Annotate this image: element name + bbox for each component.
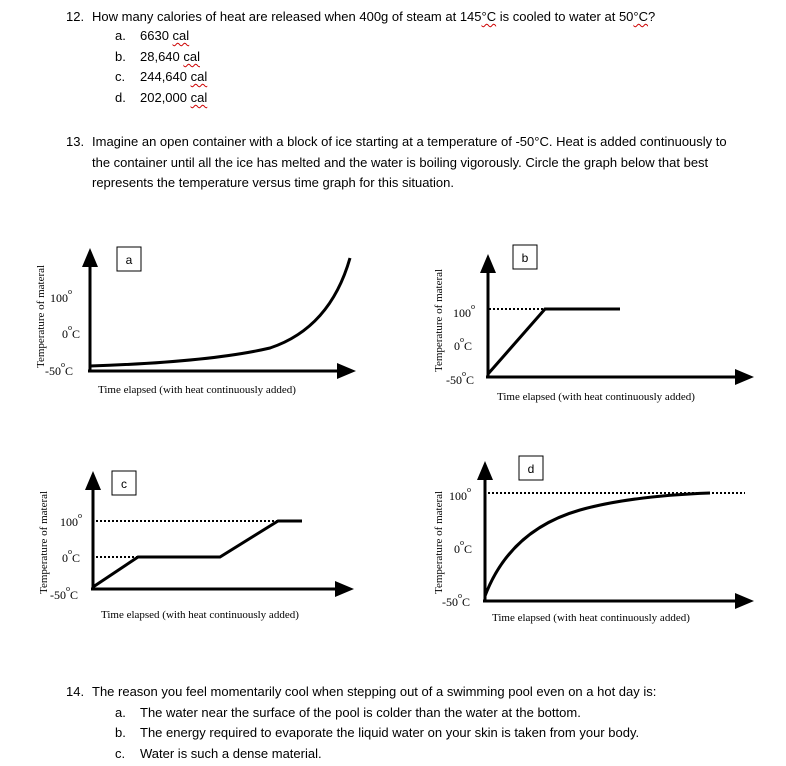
graph-label: b	[521, 251, 529, 265]
tick-0: 0$^o$C	[62, 547, 81, 565]
question-number: 13.	[66, 134, 85, 149]
x-axis-arrow	[337, 363, 356, 379]
graph-label: d	[527, 462, 535, 476]
tick-100: 100$^o$	[453, 302, 475, 320]
y-axis-label: Temperature of materal	[35, 264, 47, 368]
tick-0: 0$^o$C	[454, 335, 473, 353]
curve	[90, 258, 350, 366]
x-axis-label: Time elapsed (with heat continuously added)	[101, 609, 299, 621]
x-axis-arrow	[335, 581, 354, 597]
tick-0: 0$^o$C	[62, 323, 81, 341]
graph-label: a	[125, 253, 133, 267]
y-axis-label: Temperature of materal	[433, 490, 445, 594]
x-axis-label: Time elapsed (with heat continuously added)	[98, 384, 296, 396]
y-axis-arrow	[85, 471, 101, 490]
tick-100: 100$^o$	[60, 511, 82, 529]
question-13-line: Imagine an open container with a block of ice starting at a temperature of -50°C. Heat is added continuously to	[92, 134, 727, 149]
question-13-line: represents the temperature versus time graph for this situation.	[92, 175, 455, 190]
x-axis-label: Time elapsed (with heat continuously added)	[492, 612, 690, 624]
question-13-line: the container until all the ice has melted and the water is boiling vigorously. Circle the graph below that best	[92, 154, 709, 170]
graph-label: c	[121, 477, 127, 491]
tick-0: 0$^o$C	[454, 538, 473, 556]
y-axis-label: Temperature of materal	[433, 268, 445, 372]
tick-neg50: -50$^o$C	[50, 584, 79, 602]
graph-a[interactable]	[35, 247, 356, 396]
curve	[485, 493, 710, 596]
curve	[93, 521, 302, 587]
question-number: 12.	[66, 9, 85, 24]
x-axis-arrow	[735, 369, 754, 385]
y-axis-arrow	[477, 461, 493, 480]
graph-c[interactable]	[38, 471, 354, 621]
question-number: 14.	[66, 684, 85, 699]
tick-neg50: -50$^o$C	[446, 369, 475, 387]
graph-b[interactable]	[433, 245, 754, 403]
y-axis-label: Temperature of materal	[38, 490, 50, 594]
tick-neg50: -50$^o$C	[45, 360, 74, 378]
x-axis-label: Time elapsed (with heat continuously added)	[497, 391, 695, 403]
tick-100: 100$^o$	[449, 485, 471, 503]
curve	[488, 309, 620, 374]
y-axis-arrow	[82, 248, 98, 267]
y-axis-arrow	[480, 254, 496, 273]
tick-100: 100$^o$	[50, 287, 72, 305]
tick-neg50: -50$^o$C	[442, 591, 471, 609]
graph-d[interactable]	[433, 456, 754, 624]
x-axis-arrow	[735, 593, 754, 609]
question-text: The reason you feel momentarily cool when stepping out of a swimming pool even on a hot day is:	[92, 684, 657, 699]
question-text: How many calories of heat are released when 400g of steam at 145°C is cooled to water at 50°C?	[92, 9, 656, 24]
